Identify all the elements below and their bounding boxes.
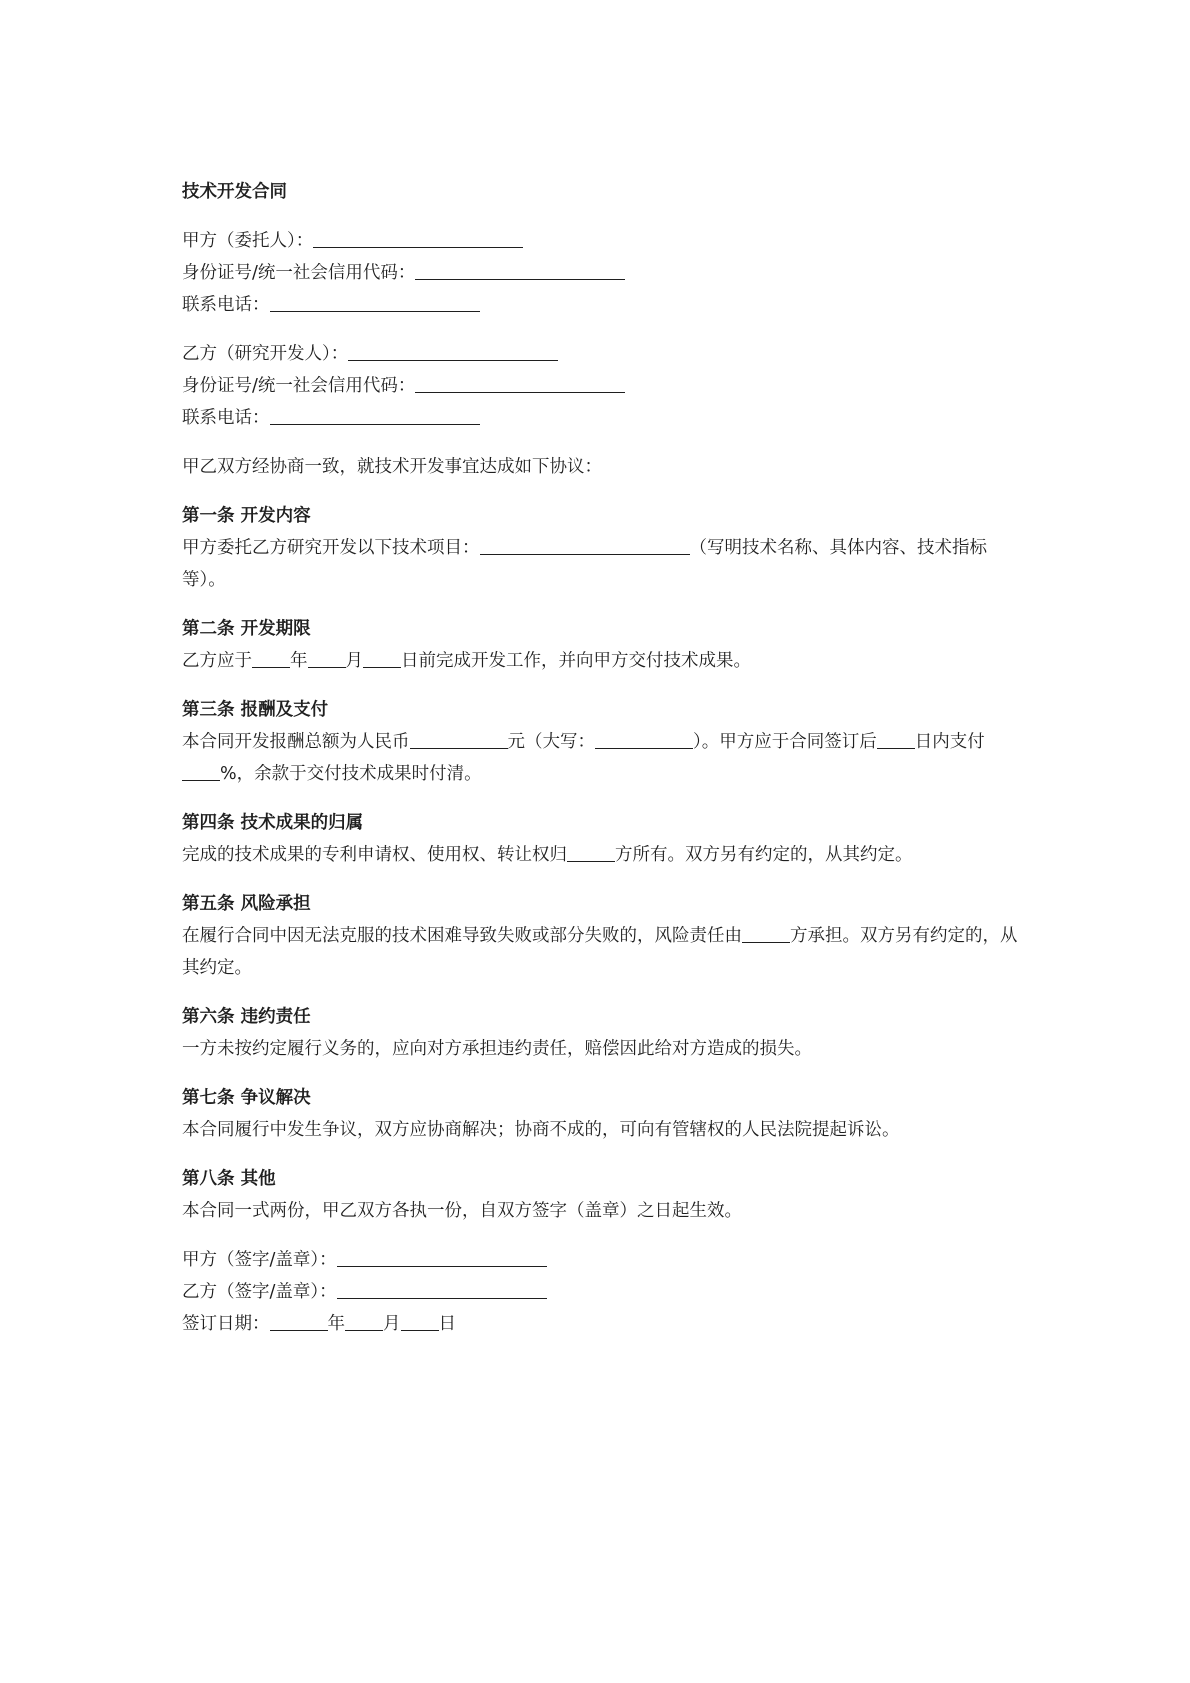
article-8-text: 本合同一式两份，甲乙双方各执一份，自双方签字（盖章）之日起生效。 [182, 1201, 742, 1221]
signing-month-label: 月 [383, 1314, 401, 1334]
ownership-party-blank [567, 839, 615, 862]
payment-days-blank [877, 726, 915, 749]
party-b-signature-label: 乙方（签字/盖章）： [182, 1282, 337, 1302]
article-5-text-2: 方承担。双方另有约定的，从其约定。 [182, 926, 1018, 978]
party-a-name-row [182, 225, 1022, 257]
party-b-id-label: 身份证号/统一社会信用代码： [182, 376, 416, 396]
party-a-section [182, 225, 1022, 321]
fee-amount-blank [410, 726, 508, 749]
signing-day-blank [401, 1308, 439, 1331]
party-b-name-label: 乙方（研究开发人）： [182, 344, 349, 364]
article-2-text-2: 年 [290, 651, 308, 671]
article-3 [182, 694, 1022, 790]
party-a-name-blank [313, 225, 523, 248]
party-a-phone-label: 联系电话： [182, 295, 270, 315]
article-7-text: 本合同履行中发生争议，双方应协商解决；协商不成的，可向有管辖权的人民法院提起诉讼。 [182, 1120, 900, 1140]
deadline-month-blank [308, 645, 346, 668]
article-6-text: 一方未按约定履行义务的，应向对方承担违约责任，赔偿因此给对方造成的损失。 [182, 1039, 812, 1059]
document-title: 技术开发合同 [182, 182, 287, 202]
tech-project-blank [480, 532, 690, 555]
signing-day-label: 日 [438, 1314, 456, 1334]
party-a-id-row [182, 257, 1022, 289]
party-b-name-row [182, 338, 1022, 370]
party-a-signature-blank [337, 1244, 547, 1267]
payment-percent-blank [182, 758, 220, 781]
party-a-signature-label: 甲方（签字/盖章）： [182, 1250, 337, 1270]
party-b-name-blank [348, 338, 558, 361]
article-8 [182, 1163, 1022, 1227]
signing-year-label: 年 [327, 1314, 345, 1334]
article-2 [182, 613, 1022, 677]
article-4-text-1: 完成的技术成果的专利申请权、使用权、转让权归 [182, 845, 567, 865]
article-4-text-2: 方所有。双方另有约定的，从其约定。 [615, 845, 913, 865]
article-3-text-1: 本合同开发报酬总额为人民币 [182, 732, 410, 752]
party-a-id-blank [415, 257, 625, 280]
risk-party-blank [742, 920, 790, 943]
party-a-phone-row [182, 289, 1022, 321]
article-2-text-3: 月 [345, 651, 363, 671]
article-6 [182, 1001, 1022, 1065]
article-5-body [182, 920, 1022, 984]
party-b-signature-row [182, 1276, 1022, 1308]
article-4-body [182, 839, 1022, 871]
article-5-text-1: 在履行合同中因无法克服的技术困难导致失败或部分失败的，风险责任由 [182, 926, 742, 946]
intro-text: 甲乙双方经协商一致，就技术开发事宜达成如下协议： [182, 457, 602, 477]
article-4-heading: 第四条 技术成果的归属 [182, 813, 364, 833]
article-3-body [182, 726, 1022, 790]
fee-uppercase-blank [595, 726, 693, 749]
party-a-phone-blank [270, 289, 480, 312]
article-1-text-before: 甲方委托乙方研究开发以下技术项目： [182, 538, 480, 558]
signing-month-blank [345, 1308, 383, 1331]
party-b-id-blank [415, 370, 625, 393]
signing-date-row [182, 1308, 1022, 1340]
article-1 [182, 500, 1022, 596]
party-b-phone-label: 联系电话： [182, 408, 270, 428]
signing-year-blank [270, 1308, 328, 1331]
deadline-year-blank [252, 645, 290, 668]
party-a-signature-row [182, 1244, 1022, 1276]
contract-document [182, 176, 1022, 1357]
article-6-heading: 第六条 违约责任 [182, 1007, 311, 1027]
party-b-signature-blank [337, 1276, 547, 1299]
party-b-phone-blank [270, 402, 480, 425]
article-2-body [182, 645, 1022, 677]
article-4 [182, 807, 1022, 871]
article-1-heading: 第一条 开发内容 [182, 506, 311, 526]
party-b-section [182, 338, 1022, 434]
article-3-text-2: 元（大写： [507, 732, 595, 752]
party-a-id-label: 身份证号/统一社会信用代码： [182, 263, 416, 283]
article-7 [182, 1082, 1022, 1146]
party-b-phone-row [182, 402, 1022, 434]
article-5 [182, 888, 1022, 984]
deadline-day-blank [363, 645, 401, 668]
intro-paragraph [182, 451, 1022, 483]
article-3-text-5: %，余款于交付技术成果时付清。 [220, 764, 482, 784]
article-3-text-4: 日内支付 [914, 732, 985, 752]
article-7-heading: 第七条 争议解决 [182, 1088, 311, 1108]
signature-section [182, 1244, 1022, 1340]
article-1-body [182, 532, 1022, 596]
article-3-text-3: ）。甲方应于合同签订后 [693, 732, 877, 752]
party-b-id-row [182, 370, 1022, 402]
article-3-heading: 第三条 报酬及支付 [182, 700, 329, 720]
article-2-text-4: 日前完成开发工作，并向甲方交付技术成果。 [401, 651, 751, 671]
article-2-heading: 第二条 开发期限 [182, 619, 311, 639]
article-5-heading: 第五条 风险承担 [182, 894, 311, 914]
party-a-name-label: 甲方（委托人）： [182, 231, 314, 251]
article-1-text-after: （写明技术名称、具体内容、技术指标等）。 [182, 538, 987, 590]
signing-date-label: 签订日期： [182, 1314, 270, 1334]
article-8-heading: 第八条 其他 [182, 1169, 276, 1189]
article-2-text-1: 乙方应于 [182, 651, 252, 671]
